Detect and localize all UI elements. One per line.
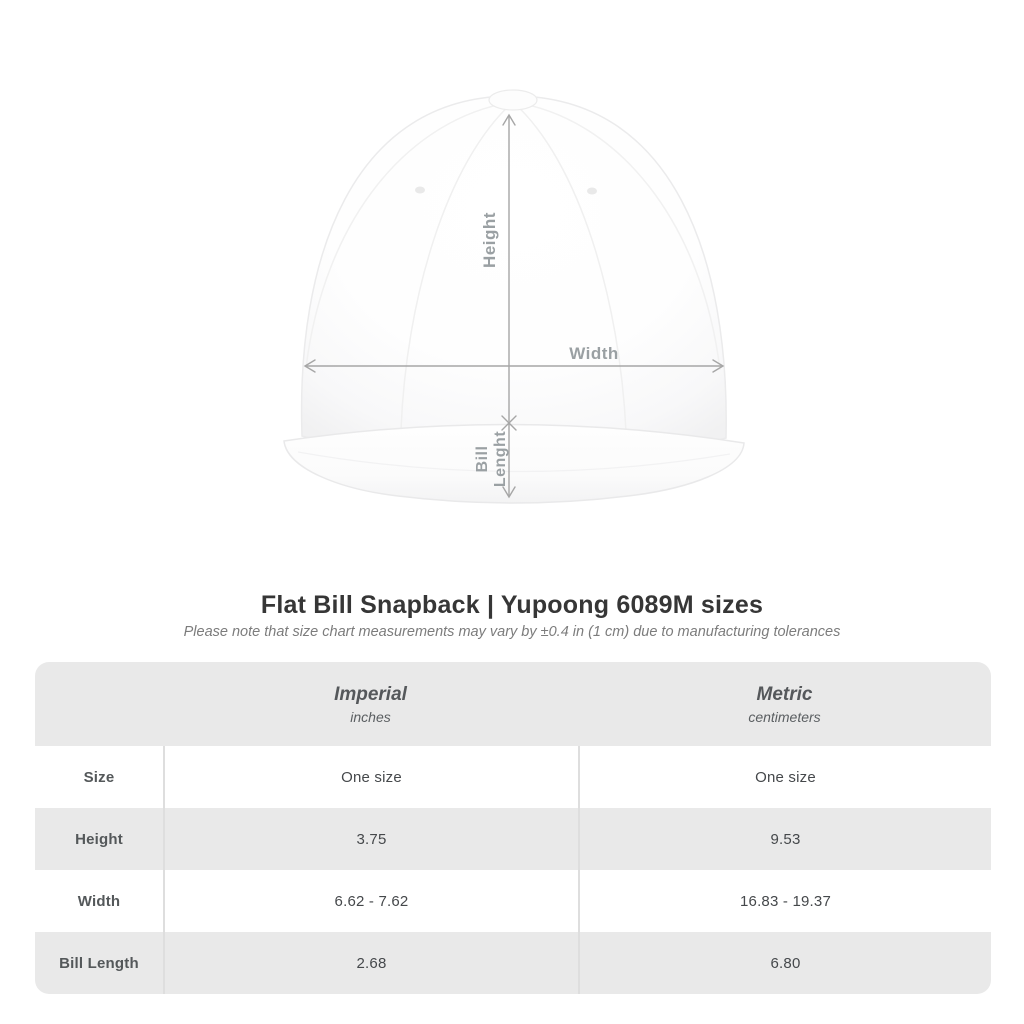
table-row-bill-length — [35, 932, 991, 994]
page-title: Flat Bill Snapback | Yupoong 6089M sizes — [260, 591, 764, 619]
table-row-size — [35, 746, 991, 808]
metric-unit-sub: centimeters — [748, 708, 821, 725]
row-label: Height — [75, 830, 123, 848]
row-label: Bill Length — [59, 954, 139, 972]
imperial-value: 3.75 — [163, 808, 578, 870]
table-row-width — [35, 870, 991, 932]
metric-value: 16.83 - 19.37 — [578, 870, 991, 932]
metric-value: One size — [578, 746, 991, 808]
hat-bill — [284, 424, 744, 503]
hat-button — [489, 90, 537, 110]
eyelet-left — [415, 187, 425, 194]
height-dimension-label: Height — [480, 212, 499, 268]
size-table — [35, 662, 991, 994]
bill-length-dimension-label-line2: Lenght — [492, 430, 509, 488]
imperial-value: One size — [163, 746, 578, 808]
table-header-row — [35, 662, 991, 746]
metric-value: 9.53 — [578, 808, 991, 870]
tolerance-note: Please note that size chart measurements may vary by ±0.4 in (1 cm) due to manufacturing tolerances — [183, 624, 841, 640]
imperial-unit-sub: inches — [350, 708, 391, 725]
metric-unit-name: Metric — [756, 683, 813, 705]
row-label: Width — [77, 892, 121, 910]
hat-crown — [302, 90, 727, 452]
header-spacer-cell — [35, 662, 163, 746]
width-dimension-label: Width — [569, 344, 619, 363]
imperial-value: 2.68 — [163, 932, 578, 994]
eyelet-right — [587, 188, 597, 195]
metric-value: 6.80 — [578, 932, 991, 994]
imperial-unit-name: Imperial — [334, 683, 407, 705]
imperial-value: 6.62 - 7.62 — [163, 870, 578, 932]
header-metric — [578, 662, 991, 746]
header-imperial — [163, 662, 578, 746]
table-row-height — [35, 808, 991, 870]
bill-length-dimension-label-line1: Bill — [474, 445, 491, 473]
row-label: Size — [83, 768, 115, 786]
